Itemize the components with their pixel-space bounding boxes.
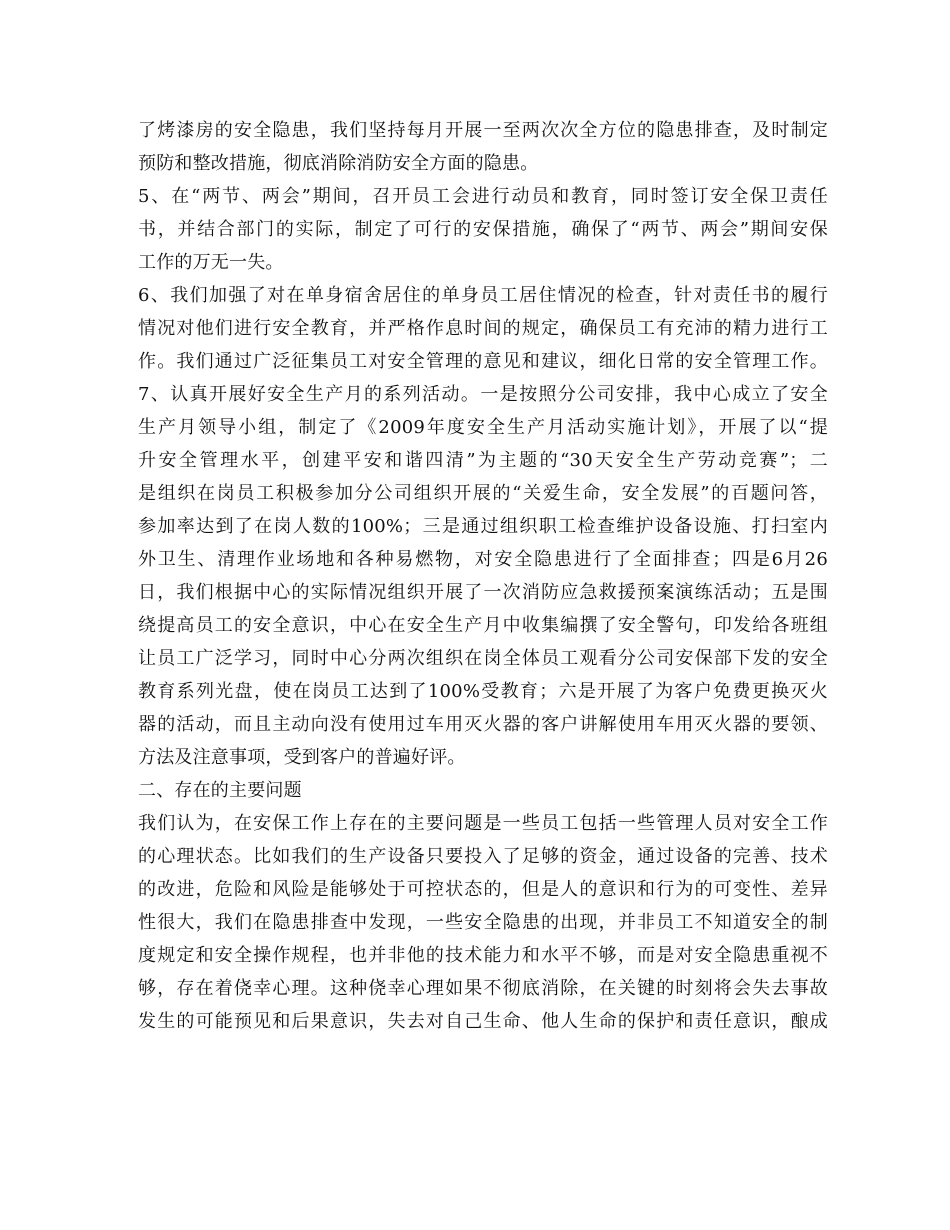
text-line: 让员工广泛学习，同时中心分两次组织在岗全体员工观看分公司安保部下发的安全	[138, 648, 828, 669]
text-line: 我们认为，在安保工作上存在的主要问题是一些员工包括一些管理人员对安全工作	[138, 813, 828, 834]
text-line: 日，我们根据中心的实际情况组织开展了一次消防应急救援预案演练活动；五是围	[138, 582, 828, 603]
text-line: 参加率达到了在岗人数的100%；三是通过组织职工检查维护设备设施、打扫室内	[138, 516, 828, 537]
text-line: 作。我们通过广泛征集员工对安全管理的意见和建议，细化日常的安全管理工作。	[138, 351, 828, 372]
text-line: 二、存在的主要问题	[138, 780, 302, 801]
text-line: 器的活动，而且主动向没有使用过车用灭火器的客户讲解使用车用灭火器的要领、	[138, 714, 828, 735]
body-text	[138, 114, 828, 1038]
text-line: 够，存在着侥幸心理。这种侥幸心理如果不彻底消除，在关键的时刻将会失去事故	[138, 978, 828, 999]
text-line: 7、认真开展好安全生产月的系列活动。一是按照分公司安排，我中心成立了安全	[138, 384, 828, 405]
text-line: 升安全管理水平，创建平安和谐四清”为主题的“30天安全生产劳动竞赛”；二	[138, 450, 828, 471]
text-line: 绕提高员工的安全意识，中心在安全生产月中收集编撰了安全警句，印发给各班组	[138, 615, 828, 636]
text-line: 了烤漆房的安全隐患，我们坚持每月开展一至两次次全方位的隐患排查，及时制定	[138, 120, 828, 141]
text-line: 发生的可能预见和后果意识，失去对自己生命、他人生命的保护和责任意识，酿成	[138, 1011, 828, 1032]
text-line: 度规定和安全操作规程，也并非他的技术能力和水平不够，而是对安全隐患重视不	[138, 945, 828, 966]
text-line: 情况对他们进行安全教育，并严格作息时间的规定，确保员工有充沛的精力进行工	[138, 318, 828, 339]
text-line: 预防和整改措施，彻底消除消防安全方面的隐患。	[138, 153, 539, 174]
text-line: 生产月领导小组，制定了《2009年度安全生产月活动实施计划》，开展了以“提	[138, 417, 828, 438]
text-line: 工作的万无一失。	[138, 252, 284, 273]
text-line: 6、我们加强了对在单身宿舍居住的单身员工居住情况的检查，针对责任书的履行	[138, 285, 828, 306]
text-line: 的心理状态。比如我们的生产设备只要投入了足够的资金，通过设备的完善、技术	[138, 846, 828, 867]
text-line: 教育系列光盘，使在岗员工达到了100%受教育；六是开展了为客户免费更换灭火	[138, 681, 828, 702]
text-line: 书，并结合部门的实际，制定了可行的安保措施，确保了“两节、两会”期间安保	[138, 219, 828, 240]
text-line: 方法及注意事项，受到客户的普遍好评。	[138, 747, 466, 768]
text-line: 5、在“两节、两会”期间，召开员工会进行动员和教育，同时签订安全保卫责任	[138, 186, 828, 207]
text-line: 的改进，危险和风险是能够处于可控状态的，但是人的意识和行为的可变性、差异	[138, 879, 828, 900]
text-line: 是组织在岗员工积极参加分公司组织开展的“关爱生命，安全发展”的百题问答，	[138, 483, 828, 504]
text-line: 性很大，我们在隐患排查中发现，一些安全隐患的出现，并非员工不知道安全的制	[138, 912, 828, 933]
text-line: 外卫生、清理作业场地和各种易燃物，对安全隐患进行了全面排查；四是6月26	[138, 549, 828, 570]
